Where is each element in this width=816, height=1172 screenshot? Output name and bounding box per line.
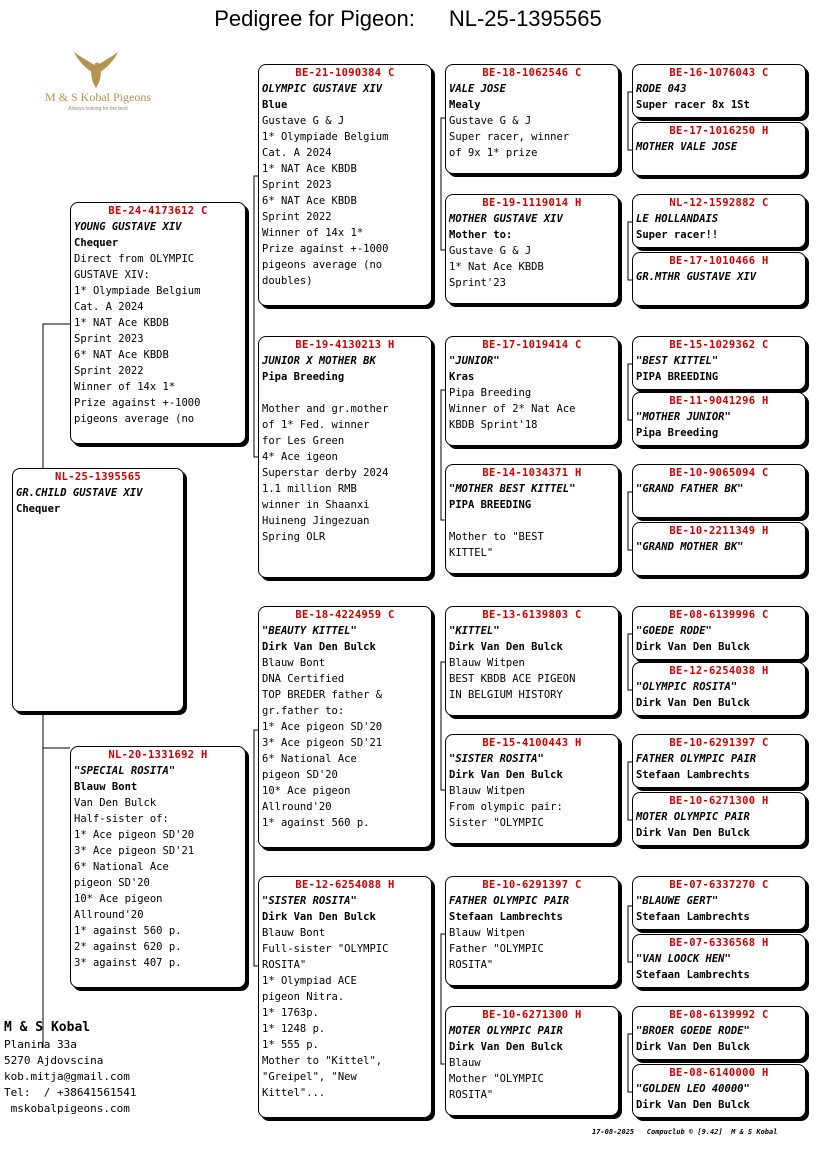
pigeon-color: Stefaan Lambrechts (449, 911, 563, 923)
pigeon-note: Prize against +-1000 (74, 397, 201, 409)
pigeon-note: Sister "OLYMPIC (449, 817, 544, 829)
pigeon-note: of 1* Fed. winner (262, 419, 370, 431)
ring-number: BE-10-6271300 H (669, 795, 769, 807)
pigeon-note: Blauw Witpen (449, 657, 525, 669)
pigeon-name: "SISTER ROSITA" (262, 895, 357, 907)
pigeon-name: "GOEDE RODE" (636, 625, 712, 637)
pigeon-note: 3* against 407 p. (74, 957, 182, 969)
pigeon-note: Blauw Witpen (449, 927, 525, 939)
pigeon-note: Blauw Witpen (449, 785, 525, 797)
pigeon-note: 1* against 560 p. (74, 925, 182, 937)
pigeon-note: GUSTAVE XIV: (74, 269, 150, 281)
owner-block (4, 1019, 136, 1117)
pigeon-note: Blauw Bont (262, 657, 326, 669)
pigeon-name: "KITTEL" (449, 625, 500, 637)
pigeon-card-g11[interactable] (632, 734, 806, 788)
pigeon-note: 6* National Ace (262, 753, 357, 765)
pigeon-note: 1* Olympiad ACE (262, 975, 357, 987)
pigeon-note: Mother to "Kittel", (262, 1055, 383, 1067)
pigeon-card-g15[interactable] (632, 1006, 806, 1060)
pigeon-card-sss[interactable] (445, 64, 619, 174)
footer-credit: 17-08-2025 Compuclub © [9.42] M & S Kobal (592, 1128, 778, 1136)
pigeon-card-sds[interactable] (445, 336, 619, 446)
pigeon-note: pigeon SD'20 (74, 877, 150, 889)
pigeon-color: Dirk Van Den Bulck (636, 697, 750, 709)
pigeon-color: Super racer!! (636, 229, 719, 241)
pigeon-color: Stefaan Lambrechts (636, 769, 750, 781)
pigeon-note: Winner of 14x 1* (262, 227, 364, 239)
title-label: Pedigree for Pigeon: (214, 6, 415, 31)
pigeon-note: Huineng Jingezuan (262, 515, 370, 527)
pigeon-name: MOTHER VALE JOSE (636, 141, 738, 153)
pigeon-color: Mother to: (449, 229, 513, 241)
pigeon-note: 1* 555 p. (262, 1039, 319, 1051)
owner-email[interactable]: kob.mitja@gmail.com (4, 1070, 130, 1083)
pigeon-card-d[interactable] (70, 746, 246, 988)
pigeon-note: Super racer, winner (449, 131, 570, 143)
pigeon-card-ddd[interactable] (445, 1006, 619, 1116)
ring-number: BE-24-4173612 C (108, 205, 208, 217)
pigeon-card-g3[interactable] (632, 194, 806, 248)
pigeon-note: Half-sister of: (74, 813, 169, 825)
pigeon-name: "SPECIAL ROSITA" (74, 765, 176, 777)
pigeon-note: 6* National Ace (74, 861, 169, 873)
pigeon-note: ROSITA" (449, 1089, 494, 1101)
pigeon-note: IN BELGIUM HISTORY (449, 689, 563, 701)
ring-number: BE-17-1019414 C (482, 339, 582, 351)
pigeon-note: Sprint 2022 (262, 211, 332, 223)
pigeon-name: RODE 043 (636, 83, 687, 95)
pigeon-note: Pipa Breeding (449, 387, 532, 399)
pigeon-note: Spring OLR (262, 531, 326, 543)
pigeon-card-dd[interactable] (258, 876, 432, 1118)
pigeon-note: TOP BREDER father & (262, 689, 383, 701)
pigeon-note: of 9x 1* prize (449, 147, 538, 159)
pigeon-card-dsd[interactable] (445, 734, 619, 844)
pigeon-name: MOTER OLYMPIC PAIR (449, 1025, 563, 1037)
pigeon-color: PIPA BREEDING (636, 371, 719, 383)
pigeon-note: "Greipel", "New (262, 1071, 357, 1083)
pigeon-name: "MOTHER JUNIOR" (636, 411, 731, 423)
pigeon-note: Blauw (449, 1057, 481, 1069)
pigeon-card-g6[interactable] (632, 392, 806, 446)
pigeon-name: OLYMPIC GUSTAVE XIV (262, 83, 383, 95)
pigeon-color: Dirk Van Den Bulck (449, 1041, 563, 1053)
pigeon-color: Chequer (16, 503, 61, 515)
pigeon-note: Sprint'23 (449, 277, 506, 289)
pigeon-note: 3* Ace pigeon SD'21 (262, 737, 383, 749)
pigeon-name: "GOLDEN LEO 40000" (636, 1083, 750, 1095)
pigeon-card-dds[interactable] (445, 876, 619, 986)
pigeon-color: Dirk Van Den Bulck (636, 1041, 750, 1053)
pigeon-note (449, 513, 615, 529)
pigeon-note: Allround'20 (74, 909, 144, 921)
pigeon-card-g5[interactable] (632, 336, 806, 390)
pigeon-note: BEST KBDB ACE PIGEON (449, 673, 576, 685)
pigeon-color: Dirk Van Den Bulck (636, 641, 750, 653)
pigeon-note: pigeon Nitra. (262, 991, 345, 1003)
ring-number: BE-07-6336568 H (669, 937, 769, 949)
pigeon-note: KBDB Sprint'18 (449, 419, 538, 431)
pigeon-name: LE HOLLANDAIS (636, 213, 719, 225)
pigeon-card-g4[interactable] (632, 252, 806, 306)
owner-name: M & S Kobal (4, 1020, 91, 1035)
ring-number: BE-13-6139803 C (482, 609, 582, 621)
ring-number: BE-19-4130213 H (295, 339, 395, 351)
pigeon-color: Dirk Van Den Bulck (636, 1099, 750, 1111)
ring-number: BE-17-1010466 H (669, 255, 769, 267)
pigeon-note: 1* NAT Ace KBDB (262, 163, 357, 175)
ring-number: BE-16-1076043 C (669, 67, 769, 79)
pigeon-note: Cat. A 2024 (74, 301, 144, 313)
pigeon-note: Sprint 2023 (74, 333, 144, 345)
pigeon-note: 1* Olympiade Belgium (74, 285, 201, 297)
ring-number: BE-15-1029362 C (669, 339, 769, 351)
pigeon-color: PIPA BREEDING (449, 499, 532, 511)
pigeon-note: Direct from OLYMPIC (74, 253, 195, 265)
pigeon-name: VALE JOSE (449, 83, 506, 95)
pigeon-card-ss[interactable] (258, 64, 432, 306)
pigeon-note: From olympic pair: (449, 801, 563, 813)
pigeon-note: Sprint 2023 (262, 179, 332, 191)
pigeon-note: DNA Certified (262, 673, 345, 685)
pigeon-color: Dirk Van Den Bulck (449, 641, 563, 653)
ring-number: NL-25-1395565 (54, 471, 142, 483)
pigeon-note: 4* Ace igeon (262, 451, 338, 463)
pigeon-note: 6* NAT Ace KBDB (262, 195, 357, 207)
pigeon-name: "OLYMPIC ROSITA" (636, 681, 738, 693)
pigeon-note: 1* against 560 p. (262, 817, 370, 829)
pigeon-color: Stefaan Lambrechts (636, 911, 750, 923)
pigeon-name: "BEAUTY KITTEL" (262, 625, 357, 637)
pigeon-name: GR.MTHR GUSTAVE XIV (636, 271, 757, 283)
pigeon-note: Sprint 2022 (74, 365, 144, 377)
ring-number: BE-10-6291397 C (482, 879, 582, 891)
pigeon-name: "VAN LOOCK HEN" (636, 953, 731, 965)
ring-number: BE-08-6139992 C (669, 1009, 769, 1021)
pigeon-note: pigeons average (no (74, 413, 195, 425)
pigeon-name: "BEST KITTEL" (636, 355, 719, 367)
ring-number: BE-14-1034371 H (482, 467, 582, 479)
pigeon-card-g8[interactable] (632, 522, 806, 576)
pigeon-color: Kras (449, 371, 475, 383)
pigeon-color: Dirk Van Den Bulck (636, 827, 750, 839)
pigeon-note: Mother "OLYMPIC (449, 1073, 544, 1085)
pigeon-color: Stefaan Lambrechts (636, 969, 750, 981)
pigeon-note: Allround'20 (262, 801, 332, 813)
pigeon-note: Father "OLYMPIC (449, 943, 544, 955)
ring-number: NL-12-1592882 C (669, 197, 769, 209)
pigeon-note: 6* NAT Ace KBDB (74, 349, 169, 361)
pigeon-note: Full-sister "OLYMPIC (262, 943, 389, 955)
pigeon-card-g1[interactable] (632, 64, 806, 118)
pigeon-name: MOTER OLYMPIC PAIR (636, 811, 750, 823)
pigeon-card-g9[interactable] (632, 606, 806, 660)
pigeon-note: Kittel"... (262, 1087, 326, 1099)
pigeon-note: Van Den Bulck (74, 797, 157, 809)
ring-number: BE-07-6337270 C (669, 879, 769, 891)
pigeon-note (262, 385, 428, 401)
pigeon-note: pigeon SD'20 (262, 769, 338, 781)
pigeon-card-sdd[interactable] (445, 464, 619, 574)
pigeon-color: Dirk Van Den Bulck (449, 769, 563, 781)
title-ring: NL-25-1395565 (448, 6, 602, 31)
ring-number: BE-12-6254088 H (295, 879, 395, 891)
pigeon-card-g12[interactable] (632, 792, 806, 846)
pigeon-card-g7[interactable] (632, 464, 806, 518)
pigeon-note: Cat. A 2024 (262, 147, 332, 159)
ring-number: BE-11-9041296 H (669, 395, 769, 407)
pigeon-note: Gustave G & J (449, 115, 532, 127)
pigeon-card-s[interactable] (70, 202, 246, 444)
ring-number: BE-10-6291397 C (669, 737, 769, 749)
logo-tagline: Always looking for the best (68, 106, 128, 112)
pigeon-name: YOUNG GUSTAVE XIV (74, 221, 182, 233)
pigeon-card-ds[interactable] (258, 606, 432, 848)
pigeon-note: Superstar derby 2024 (262, 467, 389, 479)
pigeon-note: 2* against 620 p. (74, 941, 182, 953)
pigeon-note: 1* Ace pigeon SD'20 (74, 829, 195, 841)
pigeon-note: winner in Shaanxi (262, 499, 370, 511)
pigeon-note: 10* Ace pigeon (74, 893, 163, 905)
ring-number: NL-20-1331692 H (108, 749, 208, 761)
pigeon-name: "SISTER ROSITA" (449, 753, 544, 765)
ring-number: BE-10-6271300 H (482, 1009, 582, 1021)
pigeon-note: 1* 1248 p. (262, 1023, 326, 1035)
pigeon-note: Gustave G & J (449, 245, 532, 257)
pigeon-name: GR.CHILD GUSTAVE XIV (16, 487, 143, 499)
owner-city-line: 5270 Ajdovscina (4, 1054, 104, 1067)
pigeon-color: Dirk Van Den Bulck (262, 641, 376, 653)
ring-number: BE-19-1119014 H (482, 197, 582, 209)
pigeon-note: Winner of 14x 1* (74, 381, 176, 393)
pigeon-color: Blauw Bont (74, 781, 138, 793)
ring-number: BE-18-1062546 C (482, 67, 582, 79)
ring-number: BE-17-1016250 H (669, 125, 769, 137)
pigeon-color: Pipa Breeding (636, 427, 719, 439)
pigeon-name: "BROER GOEDE RODE" (636, 1025, 750, 1037)
pigeon-color: Pipa Breeding (262, 371, 345, 383)
pigeon-card-g16[interactable] (632, 1064, 806, 1118)
pigeon-name: FATHER OLYMPIC PAIR (449, 895, 570, 907)
pigeon-name: "MOTHER BEST KITTEL" (449, 483, 576, 495)
owner-address-line: Planina 33a (4, 1038, 77, 1051)
pigeon-note: pigeons average (no (262, 259, 383, 271)
pigeon-name: FATHER OLYMPIC PAIR (636, 753, 757, 765)
pigeon-card-p[interactable] (12, 468, 184, 712)
pigeon-note: KITTEL" (449, 547, 494, 559)
pigeon-color: Mealy (449, 99, 481, 111)
pigeon-card-dss[interactable] (445, 606, 619, 716)
ring-number: BE-08-6140000 H (669, 1067, 769, 1079)
pigeon-note: gr.father to: (262, 705, 345, 717)
pigeon-card-sd[interactable] (258, 336, 432, 578)
pigeon-card-g13[interactable] (632, 876, 806, 930)
pigeon-card-g14[interactable] (632, 934, 806, 988)
pigeon-name: "BLAUWE GERT" (636, 895, 719, 907)
ring-number: BE-18-4224959 C (295, 609, 395, 621)
pigeon-name: "JUNIOR" (449, 355, 500, 367)
pigeon-color: Super racer 8x 1St (636, 99, 750, 111)
pigeon-note: 1* NAT Ace KBDB (74, 317, 169, 329)
pigeon-note: Gustave G & J (262, 115, 345, 127)
pigeon-card-g2[interactable] (632, 122, 806, 176)
pigeon-note: 1* 1763p. (262, 1007, 319, 1019)
pigeon-color: Dirk Van Den Bulck (262, 911, 376, 923)
ring-number: BE-08-6139996 C (669, 609, 769, 621)
pigeon-note: 3* Ace pigeon SD'21 (74, 845, 195, 857)
ring-number: BE-10-2211349 H (669, 525, 769, 537)
pigeon-note: for Les Green (262, 435, 345, 447)
owner-phone: Tel: / +38641561541 (4, 1086, 137, 1099)
ring-number: BE-21-1090384 C (295, 67, 395, 79)
ring-number: BE-10-9065094 C (669, 467, 769, 479)
pigeon-note: Mother to "BEST (449, 531, 544, 543)
pigeon-note: 1* Olympiade Belgium (262, 131, 389, 143)
pigeon-name: "GRAND FATHER BK" (636, 483, 744, 495)
logo-name: M & S Kobal Pigeons (44, 90, 151, 104)
pigeon-note: doubles) (262, 275, 313, 287)
pigeon-note: 10* Ace pigeon (262, 785, 351, 797)
pigeon-note: ROSITA" (449, 959, 494, 971)
pigeon-note: Winner of 2* Nat Ace (449, 403, 576, 415)
pigeon-name: MOTHER GUSTAVE XIV (449, 213, 563, 225)
owner-website[interactable]: mskobalpigeons.com (4, 1102, 130, 1115)
pigeon-card-ssd[interactable] (445, 194, 619, 304)
pigeon-note: ROSITA" (262, 959, 307, 971)
pigeon-note: Mother and gr.mother (262, 403, 389, 415)
pigeon-name: JUNIOR X MOTHER BK (262, 355, 376, 367)
pigeon-card-g10[interactable] (632, 662, 806, 716)
pigeon-color: Blue (262, 99, 288, 111)
pigeon-note: Prize against +-1000 (262, 243, 389, 255)
pigeon-note: 1* Nat Ace KBDB (449, 261, 544, 273)
pigeon-name: "GRAND MOTHER BK" (636, 541, 744, 553)
pigeon-note: 1.1 million RMB (262, 483, 357, 495)
pigeon-color: Chequer (74, 237, 119, 249)
pigeon-note: 1* Ace pigeon SD'20 (262, 721, 383, 733)
ring-number: BE-15-4100443 H (482, 737, 582, 749)
ring-number: BE-12-6254038 H (669, 665, 769, 677)
pigeon-note: Blauw Bont (262, 927, 326, 939)
